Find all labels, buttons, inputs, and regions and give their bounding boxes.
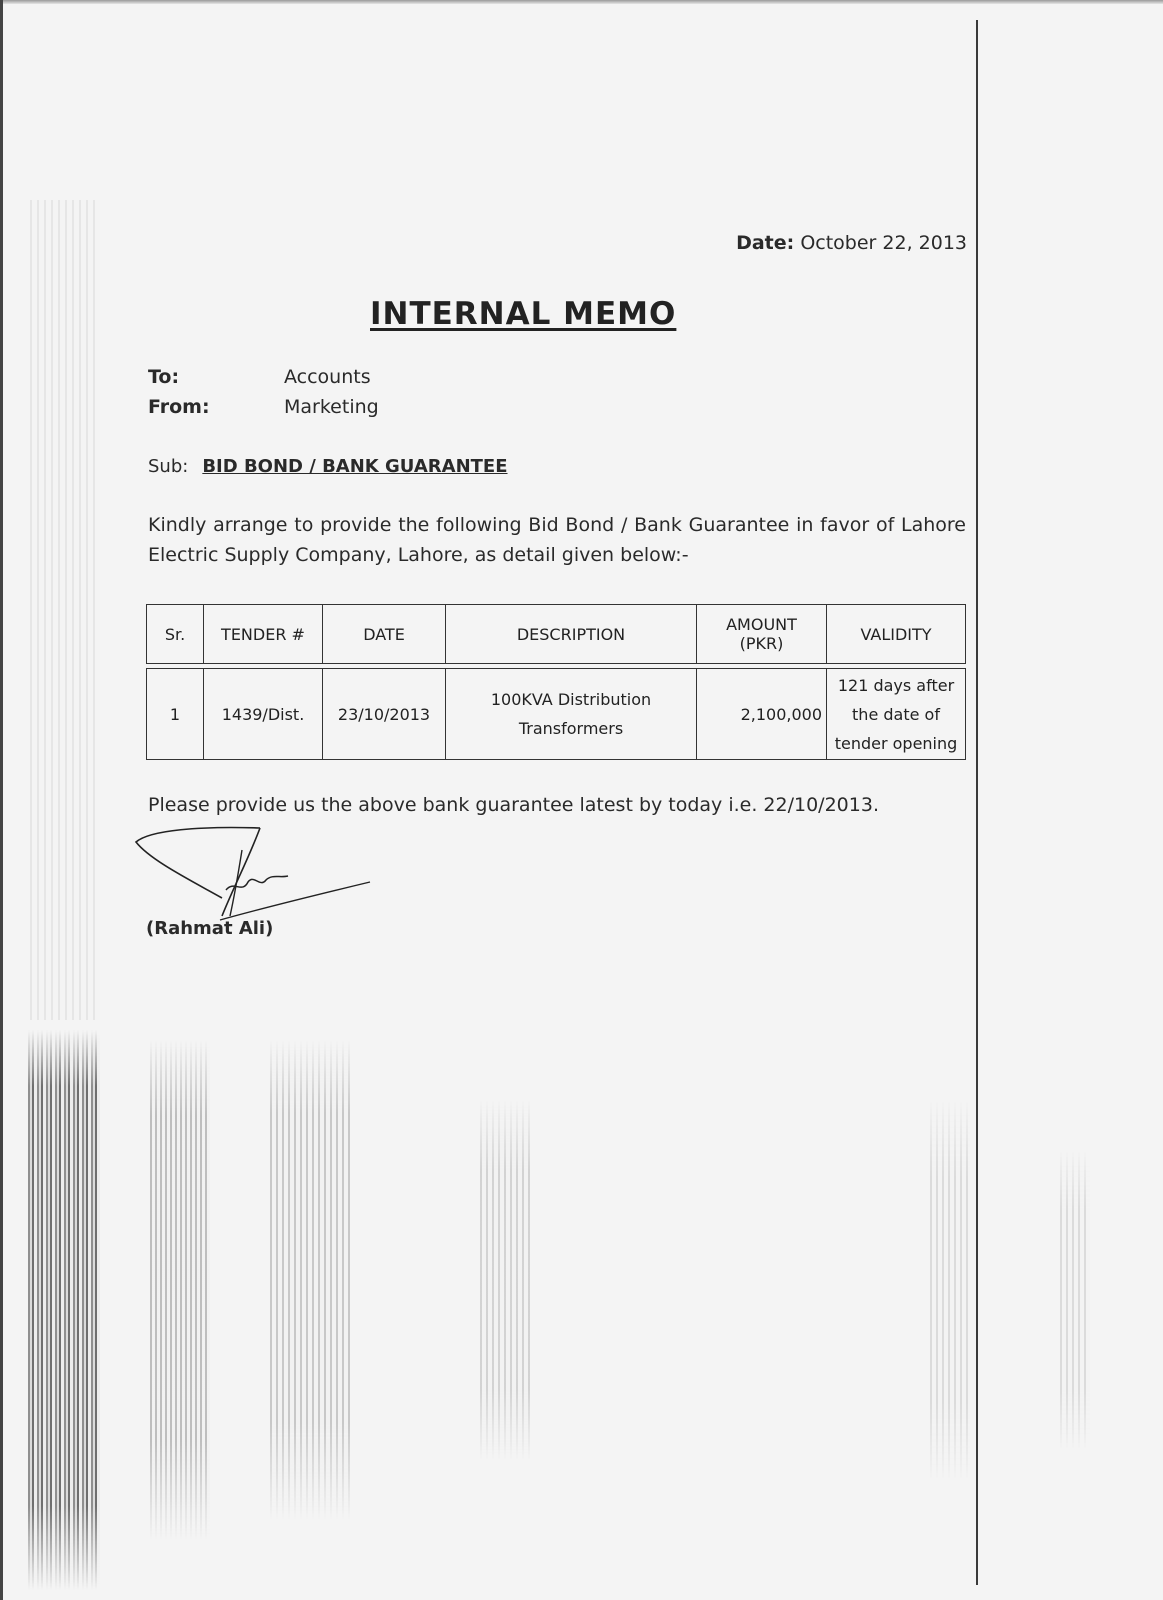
from-label: From: [148,396,210,418]
signature-mark [130,820,390,930]
cell-description [446,669,697,760]
subject-line [148,456,508,477]
date-value: October 22, 2013 [800,232,967,254]
header-tender: TENDER # [204,605,323,664]
scan-streak [30,200,100,1020]
page-title: INTERNAL MEMO [370,296,677,332]
guarantee-table [146,604,966,760]
scan-left-edge [0,0,3,1600]
page-edge-rule [976,20,978,1585]
header-amount-line1: AMOUNT [726,615,797,634]
header-amount [697,605,827,664]
header-description: DESCRIPTION [446,605,697,664]
cell-validity [827,669,966,760]
scan-streak [28,1030,100,1590]
scan-streak [270,1040,350,1520]
validity-line1: 121 days after [837,675,955,695]
from-value: Marketing [284,396,379,418]
scan-streak [150,1040,210,1540]
closing-line: Please provide us the above bank guarantee latest by today i.e. 22/10/2013. [148,794,879,816]
header-date: DATE [323,605,446,664]
from-row [148,396,379,418]
to-value: Accounts [284,366,371,388]
scan-streak [480,1100,530,1460]
validity-line2: the date of [852,704,940,724]
scan-streak [930,1100,970,1480]
header-amount-line2: (PKR) [739,634,784,653]
description-line1: 100KVA Distribution [490,690,652,709]
cell-date: 23/10/2013 [323,669,446,760]
subject-value: BID BOND / BANK GUARANTEE [202,456,508,477]
to-label: To: [148,366,180,388]
cell-amount: 2,100,000 [697,669,827,760]
cell-sr: 1 [147,669,204,760]
to-row [148,366,371,388]
signer-name: (Rahmat Ali) [146,918,274,939]
description-line2: Transformers [518,719,624,738]
table-header-row [147,605,966,664]
memo-body: Kindly arrange to provide the following Bid Bond / Bank Guarantee in favor of Lahore Electric Supply Company, Lahore, as detail given below:- [148,514,966,566]
memo-date [736,232,967,254]
table-row [147,669,966,760]
header-sr: Sr. [147,605,204,664]
validity-line3: tender opening [834,733,958,753]
header-validity: VALIDITY [827,605,966,664]
cell-tender: 1439/Dist. [204,669,323,760]
scan-streak [1060,1150,1090,1450]
scan-top-edge [0,0,1163,4]
date-label: Date: [736,232,795,254]
subject-label: Sub: [148,456,189,477]
